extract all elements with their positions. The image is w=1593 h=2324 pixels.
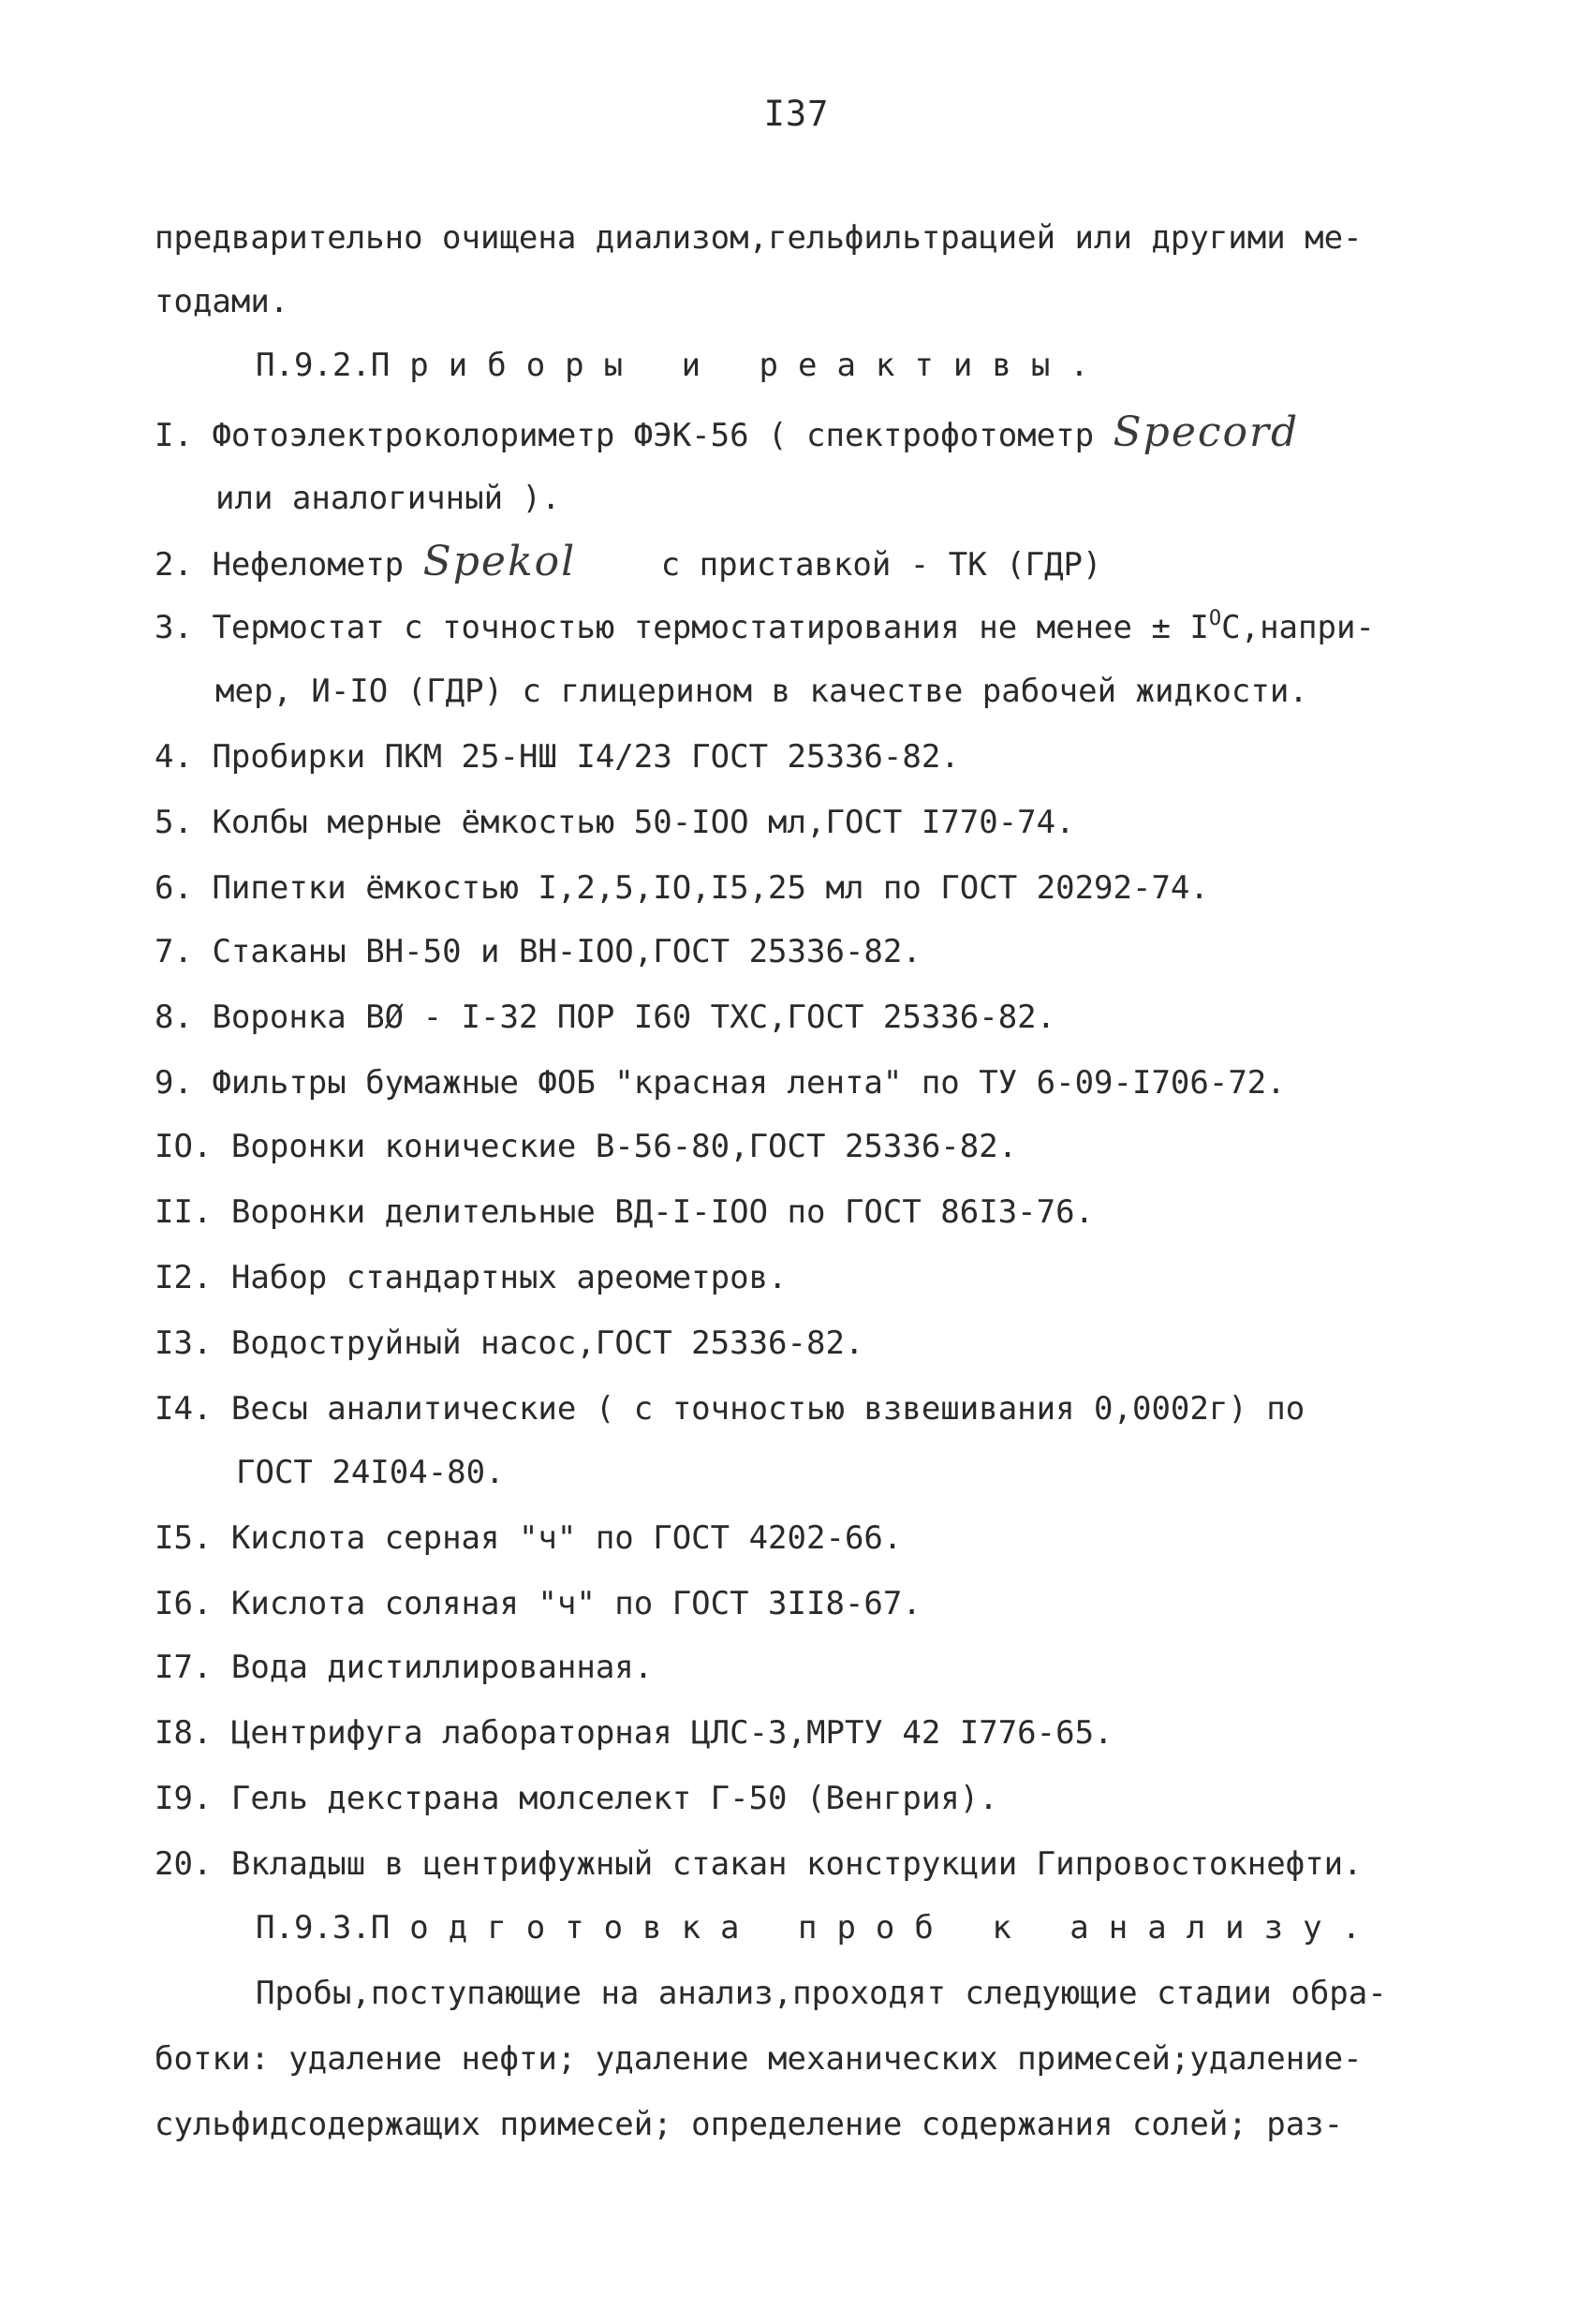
list-item-15 (155, 1517, 902, 1559)
list-item-1 (155, 408, 1300, 456)
item-number: 3. (155, 609, 193, 646)
section-number: П.9.2. (256, 347, 371, 384)
list-item-1-cont: или аналогичный ). (215, 480, 561, 517)
paragraph-line-1: Пробы,поступающие на анализ,проходят следующие стадии обра- (256, 1975, 1387, 2012)
list-item-17 (155, 1647, 653, 1688)
list-item-13 (155, 1323, 863, 1364)
item-number: IO. (155, 1128, 213, 1165)
list-item-18 (155, 1712, 1114, 1754)
item-number: 6. (155, 869, 193, 907)
paragraph-line-2: ботки: удаление нефти; удаление механических примесей;удаление- (155, 2040, 1363, 2078)
item-text: Вода дистиллированная. (230, 1649, 654, 1686)
item-text: с приставкой - ТК (ГДР) (660, 546, 1102, 584)
item-text: Центрифуга лабораторная ЦЛС-3,МРТУ 42 I776-65. (230, 1714, 1114, 1752)
list-item-10 (155, 1126, 1017, 1167)
section-title: Подготовка проб к анализу. (370, 1909, 1381, 1947)
page-number: I37 (763, 94, 830, 134)
list-item-2 (155, 538, 1102, 585)
item-text: Воронки конические В-56-80,ГОСТ 25336-82. (230, 1128, 1018, 1165)
item-text: Фотоэлектроколориметр ФЭК-56 ( спектрофотометр (212, 417, 1095, 454)
section-heading-9-2 (256, 345, 1109, 386)
item-text: Весы аналитические ( с точностью взвешивания 0,0002г) по (230, 1390, 1305, 1428)
item-text: Набор стандартных ареометров. (230, 1259, 788, 1296)
item-number: 20. (155, 1845, 213, 1883)
list-item-5 (155, 802, 1075, 843)
item-text: Пипетки ёмкостью I,2,5,IO,I5,25 мл по ГОСТ 20292-74. (212, 869, 1209, 907)
item-number: I5. (155, 1519, 213, 1557)
item-text: Кислота серная "ч" по ГОСТ 4202-66. (230, 1519, 903, 1557)
list-item-14-cont: ГОСТ 24I04-80. (236, 1454, 505, 1491)
item-text: Стаканы ВН-50 и ВН-IOO,ГОСТ 25336-82. (212, 933, 922, 970)
section-title: Приборы и реактивы. (370, 347, 1109, 384)
paragraph-line-3: сульфидсодержащих примесей; определение содержания солей; раз- (155, 2106, 1344, 2143)
item-number: I2. (155, 1259, 213, 1296)
item-text: Воронки делительные ВД-I-IOO по ГОСТ 86I3-76. (230, 1193, 1095, 1231)
section-heading-9-3 (256, 1907, 1380, 1948)
item-number: 2. (155, 546, 193, 584)
item-number: II. (155, 1193, 213, 1231)
list-item-9 (155, 1062, 1286, 1103)
item-text: Водоструйный насос,ГОСТ 25336-82. (230, 1325, 864, 1362)
handwritten-specord: Specord (1113, 408, 1300, 456)
item-number: 8. (155, 999, 193, 1036)
section-number: П.9.3. (256, 1909, 371, 1947)
intro-line-1: предварительно очищена диализом,гельфильтрацией или другими ме- (155, 219, 1363, 257)
item-number: I4. (155, 1390, 213, 1428)
list-item-7 (155, 931, 922, 972)
item-text: Колбы мерные ёмкостью 50-IOO мл,ГОСТ I770-74. (212, 804, 1075, 841)
list-item-4 (155, 736, 960, 777)
list-item-3 (155, 607, 1375, 648)
item-number: I6. (155, 1585, 213, 1622)
handwritten-spekol: Spekol (422, 538, 577, 585)
item-text: Гель декстрана молселект Г-50 (Венгрия). (230, 1780, 998, 1817)
item-text: Воронка ВØ - I-32 ПОР I60 ТХС,ГОСТ 25336-82. (212, 999, 1056, 1036)
list-item-19 (155, 1778, 998, 1819)
item-number: 4. (155, 738, 193, 776)
item-number: 9. (155, 1064, 193, 1102)
item-number: 7. (155, 933, 193, 970)
item-number: I. (155, 417, 193, 454)
degree-superscript: O (1208, 607, 1222, 630)
list-item-8 (155, 997, 1055, 1038)
item-number: I8. (155, 1714, 213, 1752)
item-text: Фильтры бумажные ФОБ "красная лента" по ТУ 6-09-I706-72. (212, 1064, 1286, 1102)
item-number: I3. (155, 1325, 213, 1362)
list-item-3-cont: мер, И-IO (ГДР) с глицерином в качестве рабочей жидкости. (215, 673, 1308, 710)
item-number: I9. (155, 1780, 213, 1817)
list-item-16 (155, 1583, 922, 1624)
list-item-12 (155, 1257, 788, 1298)
list-item-20 (155, 1843, 1363, 1885)
item-number: 5. (155, 804, 193, 841)
item-text: Кислота соляная "ч" по ГОСТ 3II8-67. (230, 1585, 922, 1622)
list-item-11 (155, 1192, 1094, 1233)
intro-line-2: тодами. (155, 283, 289, 320)
item-text: Нефелометр (212, 546, 405, 584)
item-text: Пробирки ПКМ 25-НШ I4/23 ГОСТ 25336-82. (212, 738, 960, 776)
item-text: С,напри- (1221, 609, 1375, 646)
item-number: I7. (155, 1649, 213, 1686)
list-item-6 (155, 867, 1209, 909)
list-item-14 (155, 1388, 1305, 1429)
item-text: Термостат с точностью термостатирования не менее ± I (212, 609, 1209, 646)
item-text: Вкладыш в центрифужный стакан конструкции Гипровостокнефти. (230, 1845, 1363, 1883)
